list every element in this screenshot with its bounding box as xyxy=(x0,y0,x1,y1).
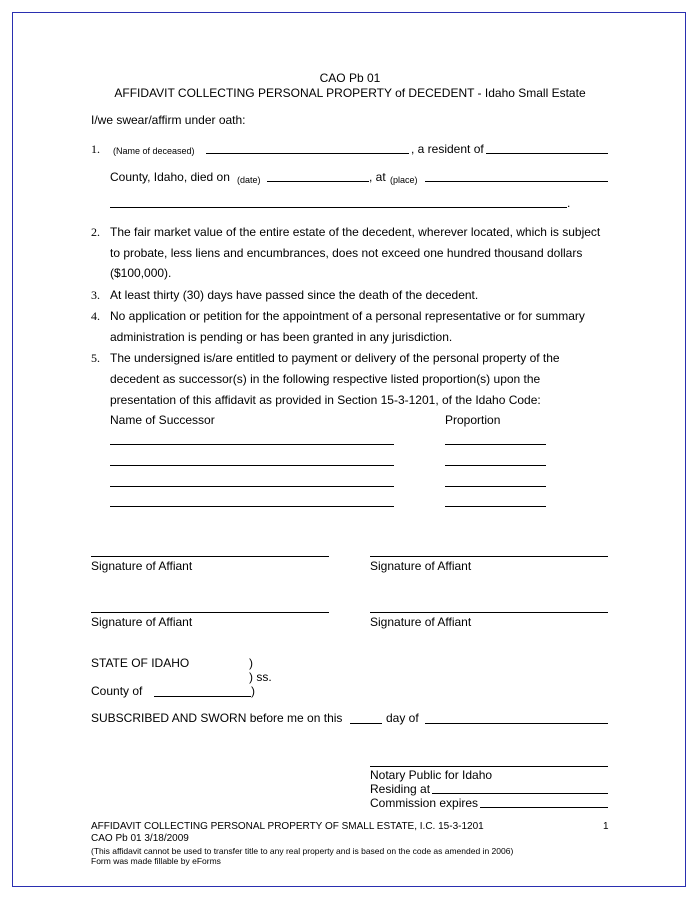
successor-name-field[interactable] xyxy=(110,465,394,466)
state-label: STATE OF IDAHO xyxy=(91,656,190,670)
item-5-number: 5. xyxy=(91,351,100,365)
commission-expires-field[interactable] xyxy=(480,807,608,808)
item-2-number: 2. xyxy=(91,225,100,239)
item-5-line-1: The undersigned is/are entitled to payment or delivery of the personal property of the xyxy=(110,351,560,365)
affiant-signature-label: Signature of Affiant xyxy=(91,559,193,573)
footer-disclaimer: (This affidavit cannot be used to transfer title to any real property and is based on the code as amended in 2006) xyxy=(91,846,514,856)
notary-public-label: Notary Public for Idaho xyxy=(370,768,493,782)
subscribed-sworn-text: SUBSCRIBED AND SWORN before me on this xyxy=(91,711,343,725)
residence-field[interactable] xyxy=(486,153,608,154)
successor-name-field[interactable] xyxy=(110,444,394,445)
footer-form-title: AFFIDAVIT COLLECTING PERSONAL PROPERTY OF SMALL ESTATE, I.C. 15-3-1201 xyxy=(91,821,484,832)
successor-name-field[interactable] xyxy=(110,486,394,487)
footer-eforms-credit: Form was made fillable by eForms xyxy=(91,856,221,866)
county-died-label: County, Idaho, died on xyxy=(110,170,230,184)
county-field[interactable] xyxy=(154,696,251,697)
oath-intro: I/we swear/affirm under oath: xyxy=(91,113,246,127)
proportion-field[interactable] xyxy=(445,465,546,466)
county-label: County of xyxy=(91,684,143,698)
item-3-number: 3. xyxy=(91,288,100,302)
deceased-name-label: (Name of deceased) xyxy=(113,146,195,156)
affiant-signature-label: Signature of Affiant xyxy=(91,615,193,629)
item-2-line-2: to probate, less liens and encumbrances, does not exceed one hundred thousand dollars xyxy=(110,246,583,260)
successor-name-field[interactable] xyxy=(110,506,394,507)
proportion-field[interactable] xyxy=(445,444,546,445)
residing-at-label: Residing at xyxy=(370,782,431,796)
successor-column-header: Name of Successor xyxy=(110,413,215,427)
item-4-number: 4. xyxy=(91,309,100,323)
affiant-signature-field[interactable] xyxy=(91,612,329,613)
proportion-column-header: Proportion xyxy=(445,413,501,427)
item-5-line-2: decedent as successor(s) in the following respective listed proportion(s) upon the xyxy=(110,372,541,386)
page-number: 1 xyxy=(603,821,609,832)
death-date-field[interactable] xyxy=(267,181,369,182)
venue-ss: ) ss. xyxy=(249,670,272,684)
affiant-signature-label: Signature of Affiant xyxy=(370,559,472,573)
footer-form-code: CAO Pb 01 3/18/2009 xyxy=(91,833,189,844)
resident-of-label: , a resident of xyxy=(411,142,484,156)
day-field[interactable] xyxy=(350,723,382,724)
death-place-continued-field[interactable] xyxy=(110,207,567,208)
affiant-signature-label: Signature of Affiant xyxy=(370,615,472,629)
month-year-field[interactable] xyxy=(425,723,608,724)
end-period: . xyxy=(567,196,571,210)
death-place-field[interactable] xyxy=(425,181,608,182)
item-2-line-3: ($100,000). xyxy=(110,266,172,280)
residing-at-field[interactable] xyxy=(432,793,608,794)
item-3-line-1: At least thirty (30) days have passed since the death of the decedent. xyxy=(110,288,479,302)
item-4-line-1: No application or petition for the appointment of a personal representative or for summary xyxy=(110,309,585,323)
item-4-line-2: administration is pending or has been granted in any jurisdiction. xyxy=(110,330,453,344)
affiant-signature-field[interactable] xyxy=(370,556,608,557)
venue-paren: ) xyxy=(249,656,253,670)
commission-expires-label: Commission expires xyxy=(370,796,479,810)
proportion-field[interactable] xyxy=(445,506,546,507)
place-label: (place) xyxy=(390,175,418,185)
item-2-line-1: The fair market value of the entire estate of the decedent, wherever located, which is subject xyxy=(110,225,601,239)
date-label: (date) xyxy=(237,175,261,185)
day-of-label: day of xyxy=(386,711,419,725)
venue-paren-close: ) xyxy=(251,684,255,698)
form-title: AFFIDAVIT COLLECTING PERSONAL PROPERTY of DECEDENT - Idaho Small Estate xyxy=(114,86,586,100)
proportion-field[interactable] xyxy=(445,486,546,487)
affiant-signature-field[interactable] xyxy=(370,612,608,613)
deceased-name-field[interactable] xyxy=(206,153,409,154)
item-5-line-3: presentation of this affidavit as provided in Section 15-3-1201, of the Idaho Code: xyxy=(110,393,541,407)
item-1-number: 1. xyxy=(91,142,100,156)
form-code: CAO Pb 01 xyxy=(319,71,381,85)
affiant-signature-field[interactable] xyxy=(91,556,329,557)
notary-signature-field[interactable] xyxy=(370,766,608,767)
at-label: , at xyxy=(369,170,386,184)
